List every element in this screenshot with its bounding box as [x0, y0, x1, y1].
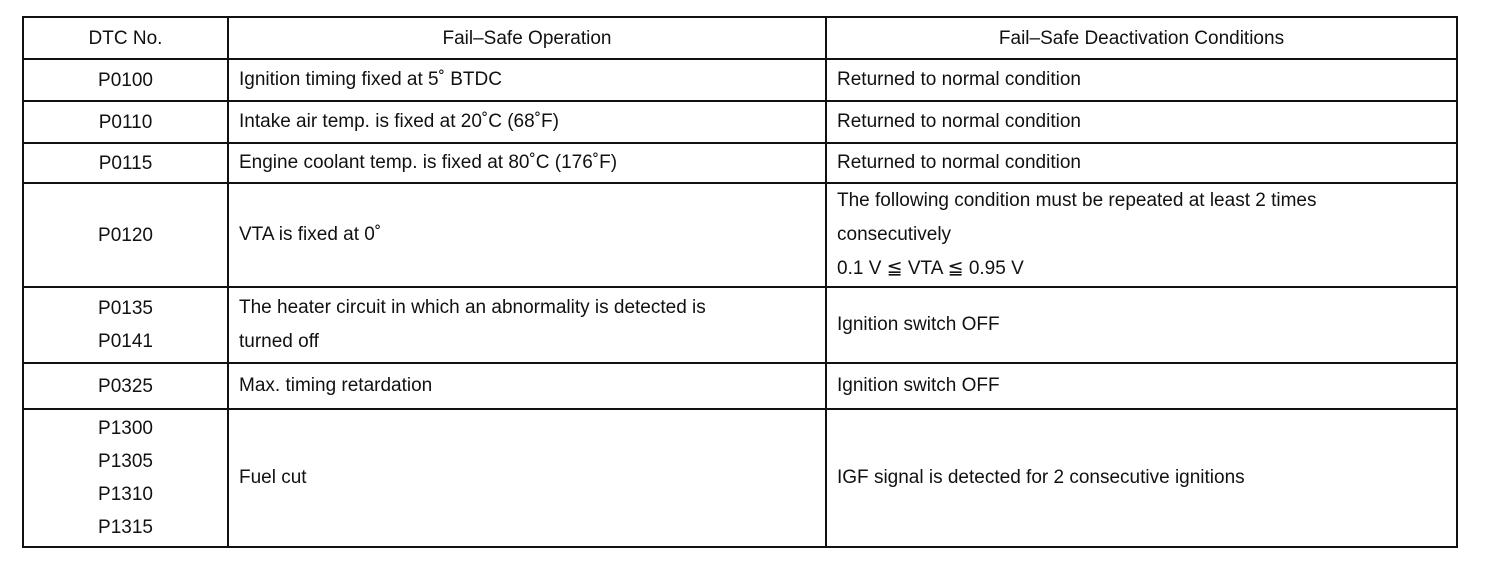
operation-text: Max. timing retardation — [239, 375, 433, 396]
dtc-cell — [23, 409, 228, 547]
dtc-cell — [23, 143, 228, 183]
deactivation-text: Returned to normal condition — [837, 152, 1081, 173]
dtc-code: P0325 — [98, 375, 153, 397]
header-deactivation-conditions: Fail–Safe Deactivation Conditions — [826, 17, 1457, 59]
operation-text: Intake air temp. is fixed at 20˚C (68˚F) — [239, 111, 559, 132]
deactivation-text: Ignition switch OFF — [837, 314, 1000, 335]
deactivation-text: Ignition switch OFF — [837, 375, 1000, 396]
dtc-code: P1315 — [98, 517, 153, 538]
dtc-code: P0110 — [98, 111, 153, 133]
table-row — [23, 101, 1457, 143]
deactivation-cell — [826, 287, 1457, 363]
operation-cell — [228, 363, 826, 409]
deactivation-line: The following condition must be repeated at least 2 times — [837, 190, 1317, 211]
operation-cell — [228, 287, 826, 363]
deactivation-cell — [826, 363, 1457, 409]
dtc-code: P0141 — [98, 331, 153, 352]
dtc-cell — [23, 287, 228, 363]
deactivation-text: Returned to normal condition — [837, 111, 1081, 132]
deactivation-cell — [826, 59, 1457, 101]
operation-line: The heater circuit in which an abnormality is detected is — [239, 297, 706, 318]
header-dtc-no: DTC No. — [23, 17, 228, 59]
table-row — [23, 143, 1457, 183]
dtc-code: P1305 — [98, 451, 153, 472]
dtc-code: P0120 — [98, 224, 153, 246]
operation-cell — [228, 59, 826, 101]
table-row — [23, 363, 1457, 409]
deactivation-cell — [826, 101, 1457, 143]
operation-cell — [228, 143, 826, 183]
operation-cell — [228, 101, 826, 143]
dtc-code: P0115 — [98, 152, 153, 174]
operation-text: Ignition timing fixed at 5˚ BTDC — [239, 69, 502, 90]
dtc-code: P0135 — [98, 298, 153, 319]
table-row — [23, 287, 1457, 363]
deactivation-line: consecutively — [837, 224, 952, 245]
deactivation-text: Returned to normal condition — [837, 69, 1081, 90]
table-row — [23, 409, 1457, 547]
operation-cell — [228, 409, 826, 547]
dtc-cell — [23, 101, 228, 143]
dtc-code: P0100 — [98, 69, 153, 91]
deactivation-cell — [826, 409, 1457, 547]
operation-text: VTA is fixed at 0˚ — [239, 224, 382, 245]
dtc-code: P1310 — [98, 484, 153, 505]
operation-line: turned off — [239, 331, 319, 352]
dtc-cell — [23, 59, 228, 101]
header-fail-safe-operation: Fail–Safe Operation — [228, 17, 826, 59]
dtc-code: P1300 — [98, 418, 153, 439]
deactivation-cell — [826, 183, 1457, 287]
operation-cell — [228, 183, 826, 287]
header-row — [23, 17, 1457, 59]
table-row — [23, 59, 1457, 101]
operation-text: Engine coolant temp. is fixed at 80˚C (176˚F) — [239, 152, 618, 173]
table-row — [23, 183, 1457, 287]
deactivation-cell — [826, 143, 1457, 183]
fail-safe-table — [22, 16, 1458, 548]
dtc-cell — [23, 183, 228, 287]
dtc-cell — [23, 363, 228, 409]
operation-text: Fuel cut — [239, 467, 307, 488]
deactivation-text: IGF signal is detected for 2 consecutive ignitions — [837, 467, 1245, 488]
deactivation-line: 0.1 V ≦ VTA ≦ 0.95 V — [837, 258, 1024, 279]
